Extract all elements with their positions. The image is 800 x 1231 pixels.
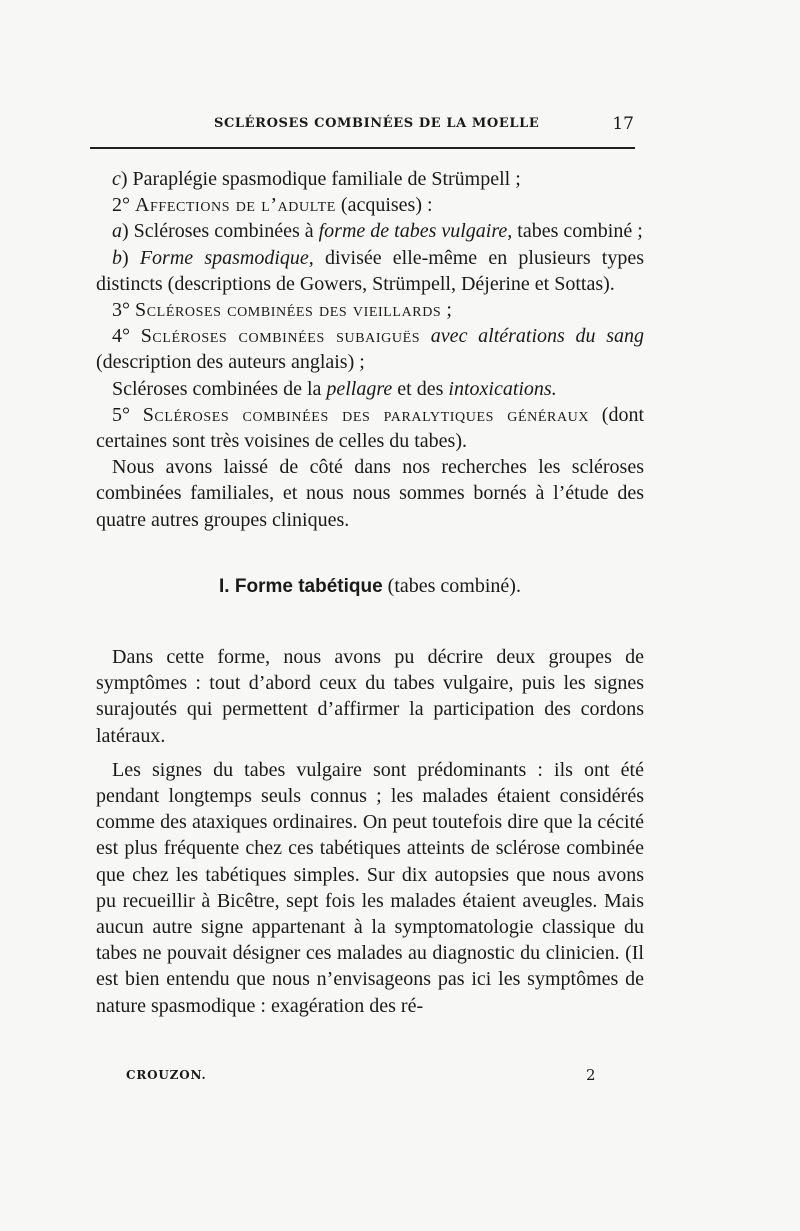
- list-item-3: 3° Scléroses combinées des vieillards ;: [112, 299, 452, 322]
- paragraph-groups: Nous avons laissé de côté dans nos recherches les scléroses combinées familiales, et nous nous sommes bornés à l’étude des quatre autres groupes cliniques.: [96, 456, 644, 531]
- body-text: [96, 166, 644, 1019]
- page-footer: [126, 1066, 596, 1086]
- header-rule: [90, 147, 635, 149]
- footer-sheet-number: 2: [586, 1066, 597, 1084]
- list-item-2: 2° Affections de l’adulte (acquises) :: [112, 194, 433, 217]
- paragraph-tabes-signs: Les signes du tabes vulgaire sont prédominants : ils ont été pendant longtemps seuls connus ; les malades étaient considérés comme des ataxiques ordinaires. On peut toutefois dire que la cécité est plus fréquente chez ces tabétiques atteints de sclérose combinée que chez les tabétiques simples. Sur dix autopsies que nous avons pu recueillir à Bicêtre, sept fois les malades étaient aveugles. Mais aucun autre signe appartenant à la symptomatologie classique du tabes ne pouvait désigner ces malades au diagnostic du clinicien. (Il est bien entendu que nous n’envisageons pas ici les symptômes de nature spasmodique : exagération des ré-: [96, 758, 644, 1017]
- section-heading: I. Forme tabétique (tabes combiné).: [219, 574, 521, 597]
- running-head: SCLÉROSES COMBINÉES DE LA MOELLE: [214, 116, 540, 131]
- paragraph-symptoms: Dans cette forme, nous avons pu décrire deux groupes de symptômes : tout d’abord ceux du tabes vulgaire, puis les signes surajoutés qui permettent d’affirmer la participation des cordons latéraux.: [96, 646, 644, 747]
- list-item-4: 4° Scléroses combinées subaiguës avec altérations du sang (description des auteurs anglais) ;: [96, 325, 644, 374]
- list-item-a: a) Scléroses combinées à forme de tabes vulgaire, tabes combiné ;: [112, 220, 643, 243]
- footer-signature: CROUZON.: [126, 1068, 207, 1082]
- page-header: [90, 114, 638, 136]
- list-item-b: b) Forme spasmodique, divisée elle-même en plusieurs types distincts (descriptions de Gowers, Strümpell, Déjerine et Sottas).: [96, 246, 644, 295]
- list-item-5: 5° Scléroses combinées des paralytiques généraux (dont certaines sont très voisines de celles du tabes).: [96, 403, 644, 453]
- list-item-c: c) Paraplégie spasmodique familiale de Strümpell ;: [112, 168, 521, 190]
- page-number: 17: [612, 114, 634, 134]
- list-item-pellagre: Scléroses combinées de la pellagre et des intoxications.: [112, 377, 557, 400]
